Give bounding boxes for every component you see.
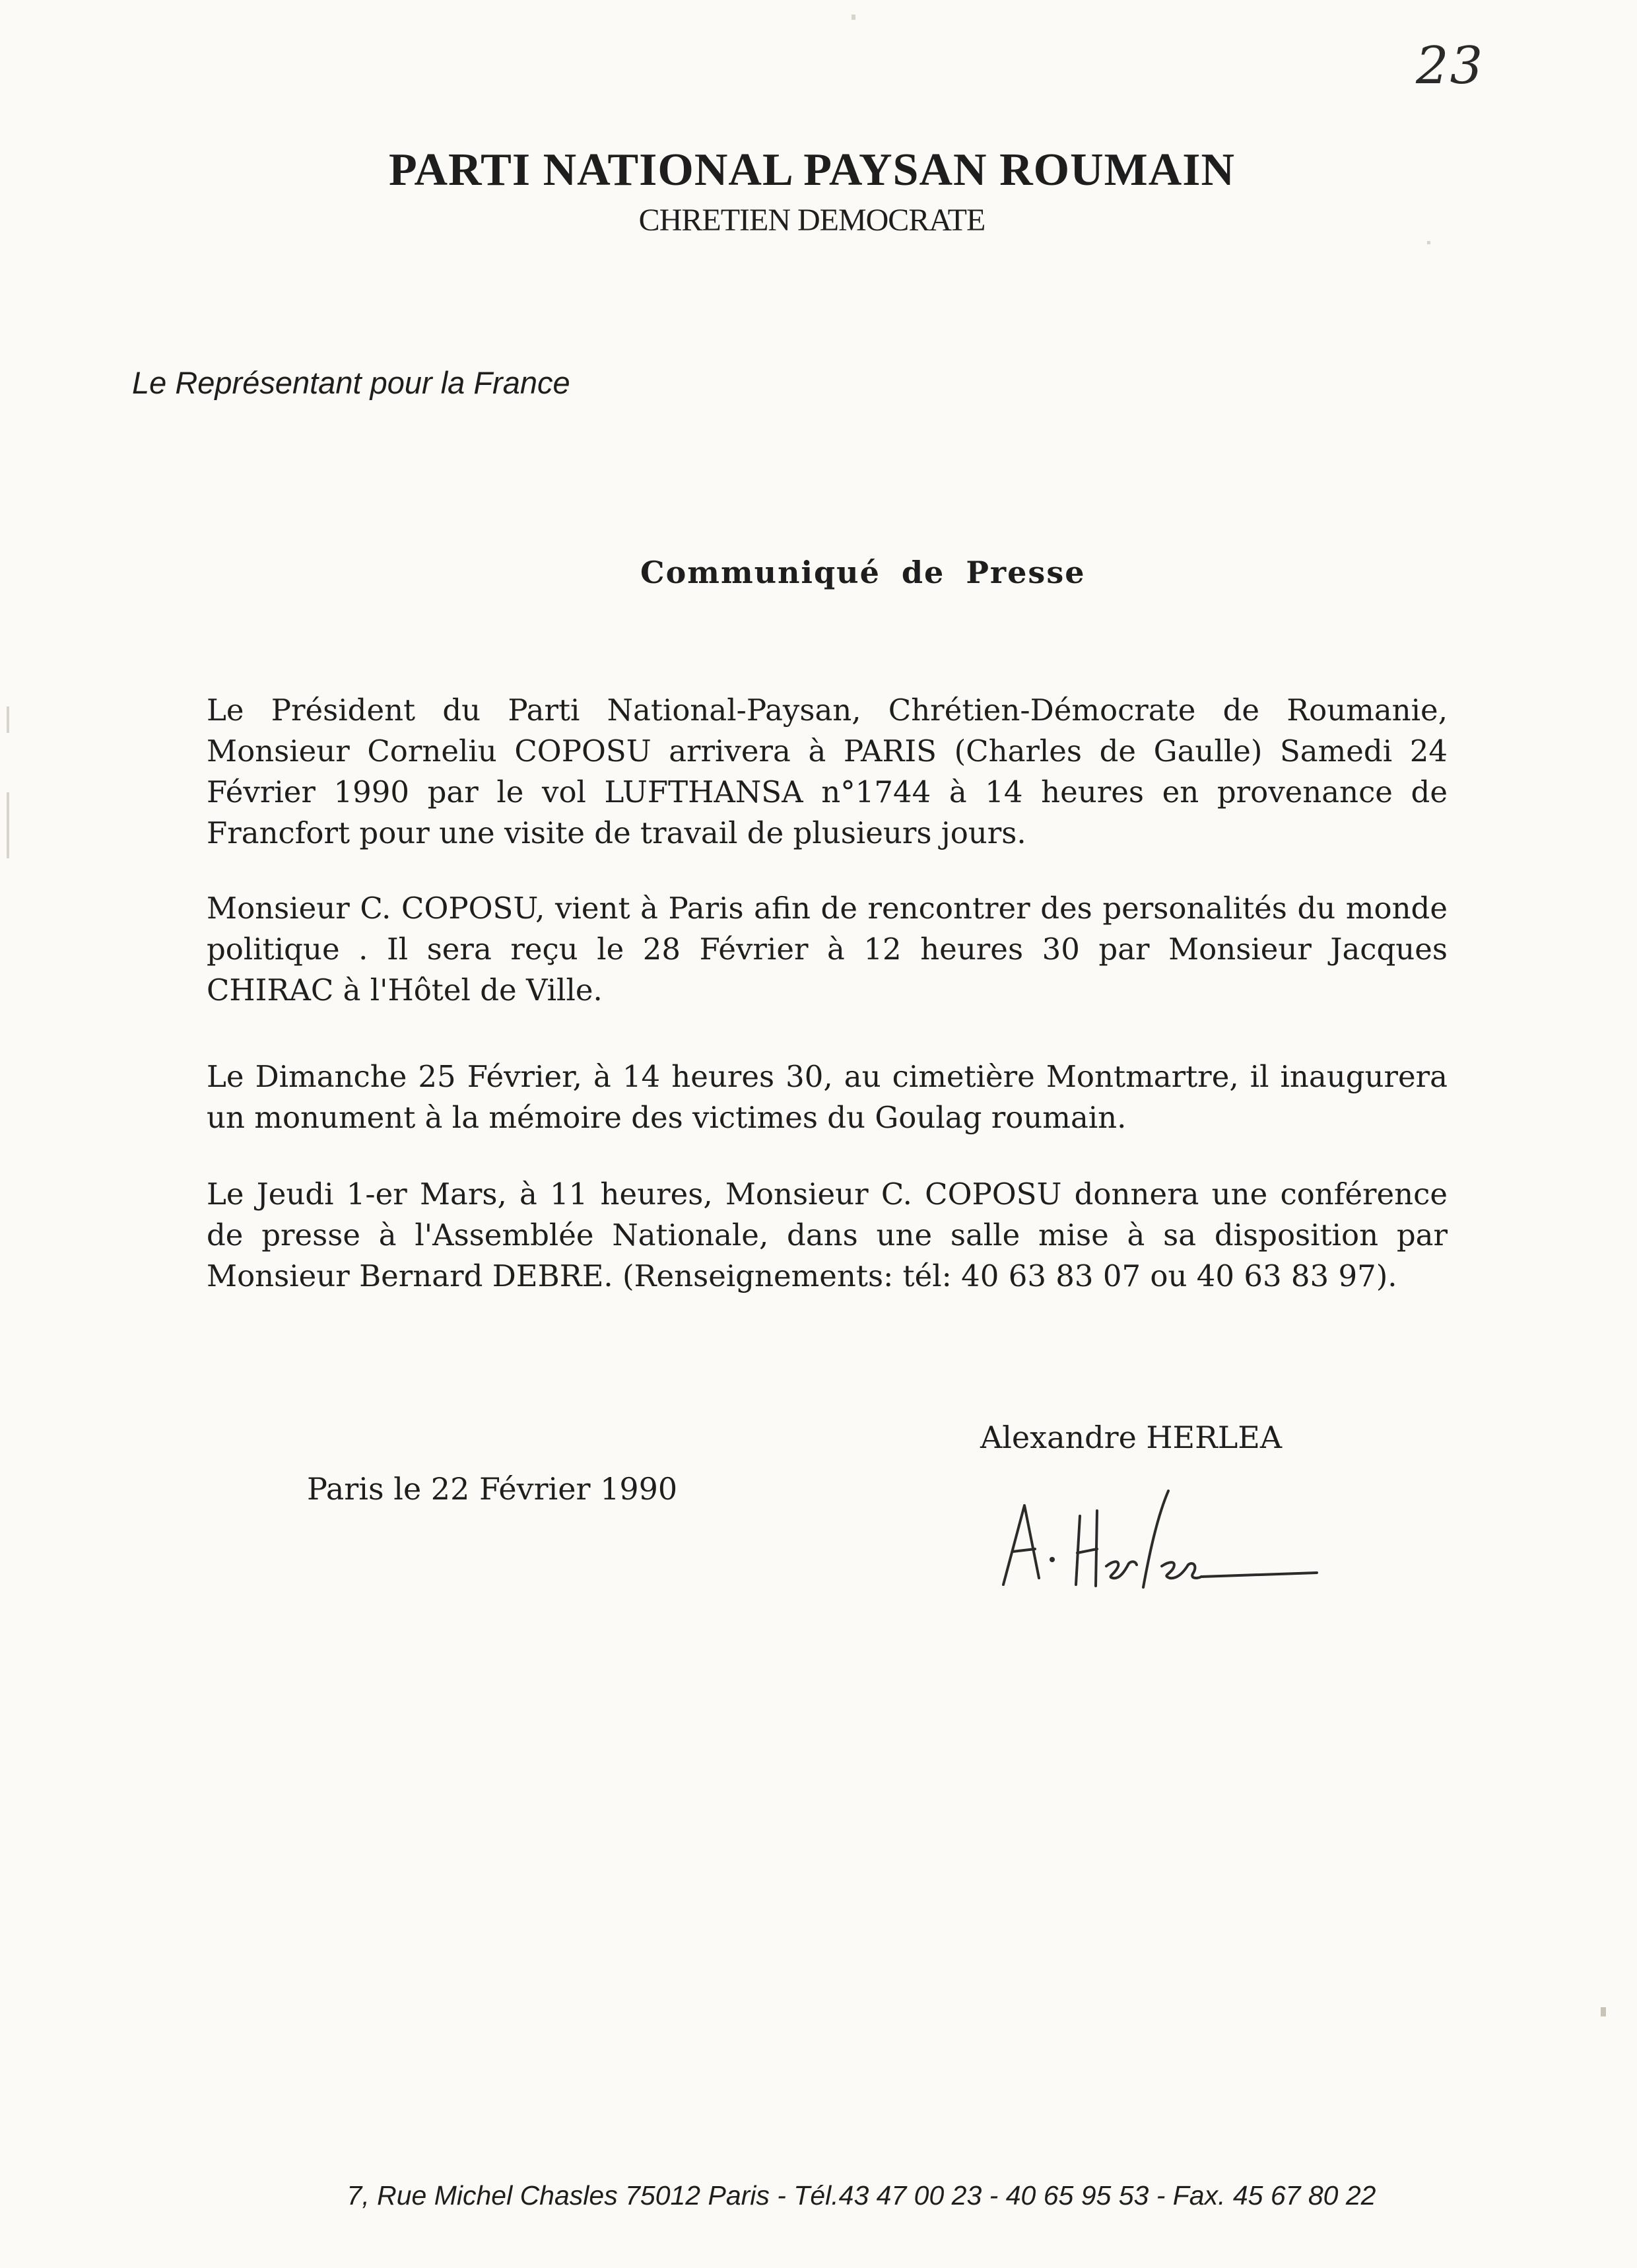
party-name-heading: PARTI NATIONAL PAYSAN ROUMAIN <box>388 145 1236 195</box>
footer-address: 7, Rue Michel Chasles 75012 Paris - Tél.43 47 00 23 - 40 65 95 53 - Fax. 45 67 80 22 <box>347 2180 1376 2211</box>
scan-speck <box>7 706 9 733</box>
document-title: Communiqué de Presse <box>640 555 1086 590</box>
paragraph-press-conference: Le Jeudi 1-er Mars, à 11 heures, Monsieur C. COPOSU donnera une conférence de presse à l'Assemblée Nationale, dans une salle mise à sa disposition par Monsieur Bernard DEBRE. (Renseignements: tél: 40 63 83 07 ou 40 63 83 97). <box>207 1177 1448 1293</box>
paragraph-meeting: Monsieur C. COPOSU, vient à Paris afin de rencontrer des personalités du monde politique . Il sera reçu le 28 Février à 12 heures 30 par Monsieur Jacques CHIRAC à l'Hôtel de Ville. <box>207 891 1448 1008</box>
scan-speck <box>852 15 855 20</box>
page-number: 23 <box>1416 36 1485 96</box>
paragraph-arrival: Le Président du Parti National-Paysan, Chrétien-Démocrate de Roumanie, Monsieur Corneliu COPOSU arrivera à PARIS (Charles de Gaulle) Samedi 24 Février 1990 par le vol LUFTHANSA n°1744 à 14 heures en provenance de Francfort pour une visite de travail de plusieurs jours. <box>207 693 1448 850</box>
handwritten-signature <box>984 1479 1327 1598</box>
scan-speck <box>1601 2007 1606 2016</box>
paragraph-monument: Le Dimanche 25 Février, à 14 heures 30, au cimetière Montmartre, il inaugurera un monument à la mémoire des victimes du Goulag roumain. <box>207 1059 1448 1135</box>
scan-speck <box>7 792 9 858</box>
representative-line: Le Représentant pour la France <box>132 365 570 400</box>
scan-speck <box>1427 241 1430 244</box>
party-subtitle: CHRETIEN DEMOCRATE <box>638 203 986 238</box>
signer-name: Alexandre HERLEA <box>980 1420 1283 1455</box>
place-and-date: Paris le 22 Février 1990 <box>307 1471 678 1507</box>
